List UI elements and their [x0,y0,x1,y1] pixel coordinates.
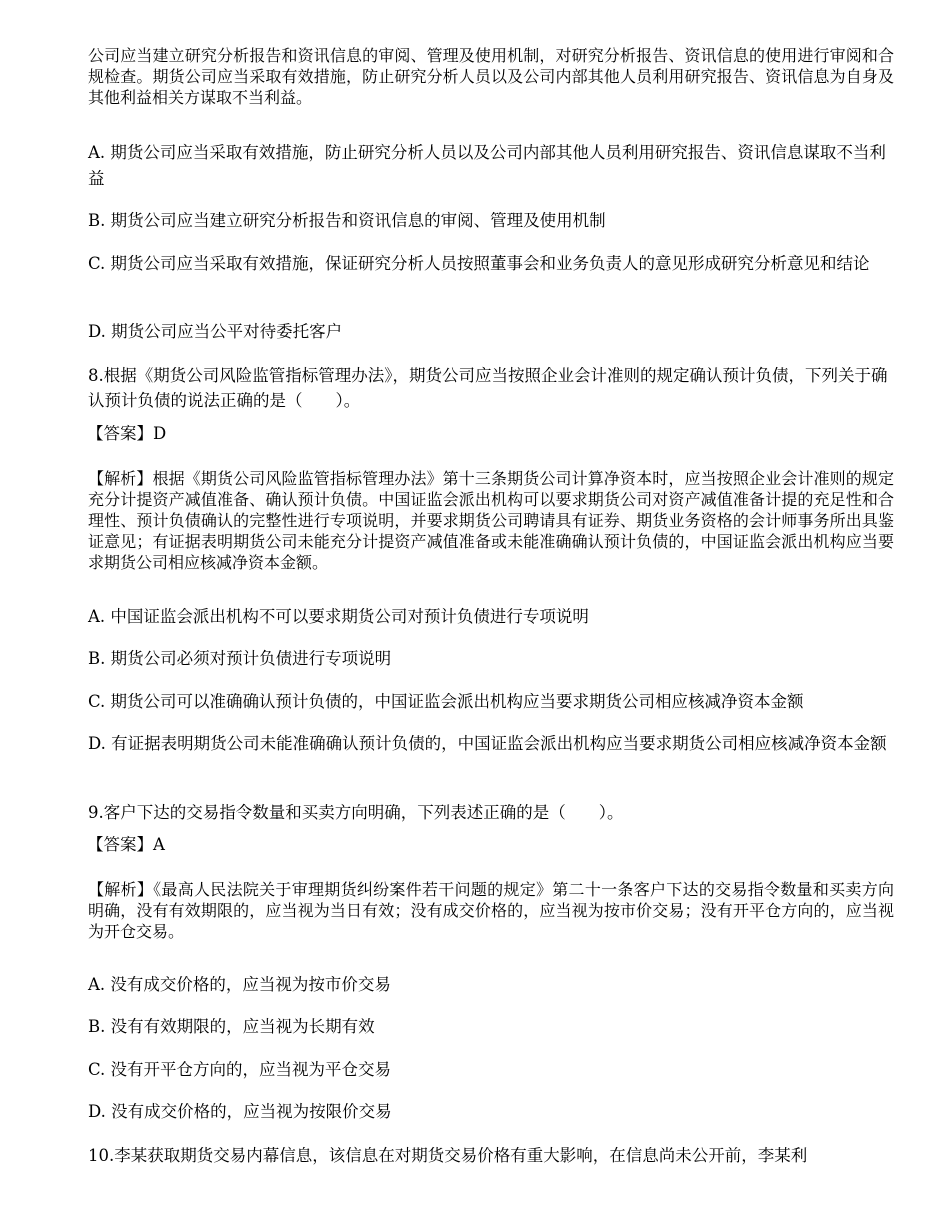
q9-explanation: 【解析】《最高人民法院关于审理期货纠纷案件若干问题的规定》第二十一条客户下达的交易指令数量和买卖方向明确，没有有效期限的，应当视为当日有效；没有成交价格的，应当视为按市价交易；没有开平仓方向的，应当视为开仓交易。 [88,880,894,941]
q10-question: 10.李某获取期货交易内幕信息，该信息在对期货交易价格有重大影响，在信息尚未公开前，李某利 [88,1146,808,1165]
q7-option-d: D. 期货公司应当公平对待委托客户 [88,322,343,341]
q7-option-c: C. 期货公司应当采取有效措施，保证研究分析人员按照董事会和业务负责人的意见形成研究分析意见和结论 [88,254,870,273]
q9-answer: 【答案】A [87,835,165,854]
q9-option-d: D. 没有成交价格的，应当视为按限价交易 [88,1102,392,1121]
q8-option-b: B. 期货公司必须对预计负债进行专项说明 [88,649,392,668]
q8-question: 8.根据《期货公司风险监管指标管理办法》，期货公司应当按照企业会计准则的规定确认预计负债，下列关于确认预计负债的说法正确的是（ ）。 [88,366,888,410]
q8-explanation: 【解析】根据《期货公司风险监管指标管理办法》第十三条期货公司计算净资本时，应当按照企业会计准则的规定充分计提资产减值准备、确认预计负债。中国证监会派出机构可以要求期货公司对资产减值准备计提的充足性和合理性、预计负债确认的完整性进行专项说明，并要求期货公司聘请具有证券、期货业务资格的会计师事务所出具鉴证意见；有证据表明期货公司未能充分计提资产减值准备或未能准确确认预计负债的，中国证监会派出机构应当要求期货公司相应核减净资本金额。 [88,469,894,572]
q9-option-c: C. 没有开平仓方向的，应当视为平仓交易 [88,1060,392,1079]
q8-option-d: D. 有证据表明期货公司未能准确确认预计负债的，中国证监会派出机构应当要求期货公司相应核减净资本金额 [88,734,887,753]
q7-option-b: B. 期货公司应当建立研究分析报告和资讯信息的审阅、管理及使用机制 [88,211,606,230]
q8-option-a: A. 中国证监会派出机构不可以要求期货公司对预计负债进行专项说明 [88,607,589,626]
q7-option-a: A. 期货公司应当采取有效措施，防止研究分析人员以及公司内部其他人员利用研究报告、资讯信息谋取不当利益 [88,143,886,188]
q8-answer: 【答案】D [87,424,167,443]
q9-option-a: A. 没有成交价格的，应当视为按市价交易 [88,975,391,994]
q9-option-b: B. 没有有效期限的，应当视为长期有效 [88,1017,375,1036]
q9-question: 9.客户下达的交易指令数量和买卖方向明确，下列表述正确的是（ ）。 [88,803,624,822]
q8-option-c: C. 期货公司可以准确确认预计负债的，中国证监会派出机构应当要求期货公司相应核减净资本金额 [88,692,804,711]
intro-explanation: 公司应当建立研究分析报告和资讯信息的审阅、管理及使用机制，对研究分析报告、资讯信息的使用进行审阅和合规检查。期货公司应当采取有效措施，防止研究分析人员以及公司内部其他人员利用研究报告、资讯信息为自身及其他利益相关方谋取不当利益。 [88,46,894,107]
